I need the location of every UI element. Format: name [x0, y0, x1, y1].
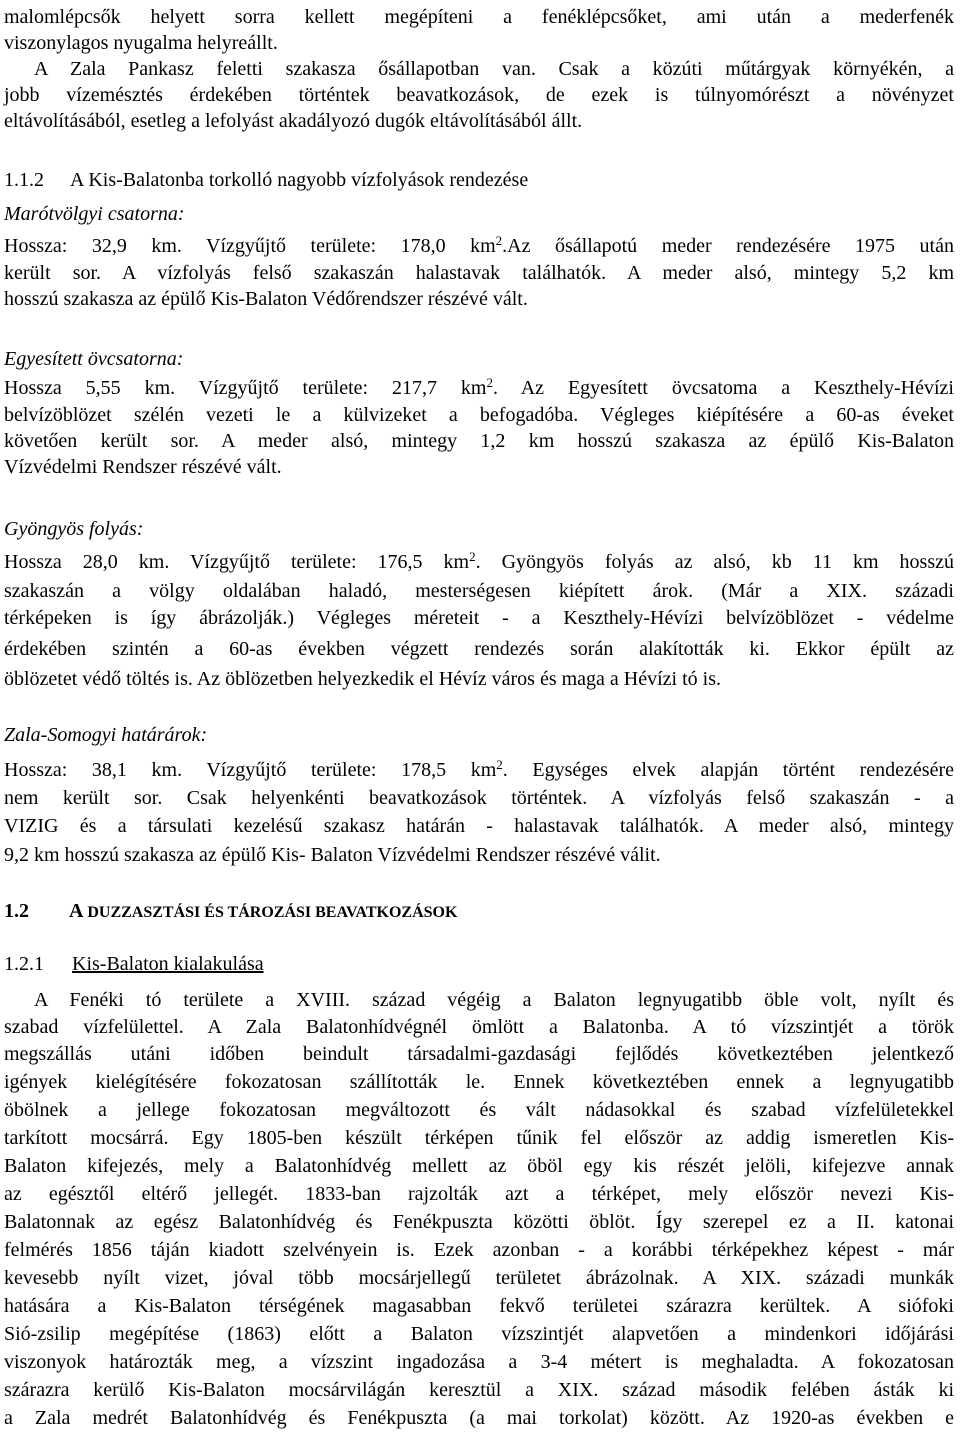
text-line: Vízvédelmi Rendszer részévé vált.: [4, 456, 282, 478]
text-line: A Fenéki tó területe a XVIII. század végéig a Balaton legnyugatibb öble volt, nyílt és: [34, 989, 954, 1011]
text-line: a Zala medrét Balatonhídvég és Fenékpuszta (a mai torkolat) között. Az 1920-as években e: [4, 1407, 954, 1429]
text-line: Balatonnak az egész Balatonhídvég és Fenékpuszta közötti öblöt. Így szerepel ez a II. katonai: [4, 1211, 954, 1233]
text-line: szárazra kerülő Kis-Balaton mocsárvilágán keresztül a XIX. század második felében ásták ki: [4, 1379, 954, 1401]
text-line: A Zala Pankasz feletti szakasza ősállapotban van. Csak a közúti műtárgyak környékén, a: [34, 58, 954, 80]
text-line: VIZIG és a társulati kezelésű szakasz határán - halastavak találhatók. A meder alsó, mintegy: [4, 815, 954, 837]
text-line: igények kielégítésére fokozatosan szállították le. Ennek következtében ennek a legnyugatibb: [4, 1071, 954, 1093]
text-line: szakaszán a völgy oldalában haladó, mesterségesen kiépített árok. (Már a XIX. századi: [4, 580, 954, 602]
text-line: követően került sor. A meder alsó, mintegy 1,2 km hosszú szakasza az épülő Kis-Balaton: [4, 430, 954, 452]
text-line: Hossza 5,55 km. Vízgyűjtő területe: 217,7 $km^2$. Az Egyesített övcsatoma a Keszthely-Hévízi: [4, 375, 954, 399]
subheading-gyongyos: Gyöngyös folyás:: [4, 518, 144, 540]
section-title: A Kis-Balatonba torkolló nagyobb vízfolyások rendezése: [70, 169, 529, 191]
text-line: malomlépcsők helyett sorra kellett megépíteni a fenéklépcsőket, ami után a mederfenék: [4, 6, 954, 28]
subheading-marotvolgyi: Marótvölgyi csatorna:: [4, 203, 185, 225]
text-line: eltávolításából, esetleg a lefolyást akadályozó dugók eltávolításából állt.: [4, 110, 583, 132]
text-line: 9,2 km hosszú szakasza az épülő Kis- Balaton Vízvédelmi Rendszer részévé válit.: [4, 844, 661, 866]
text-line: Sió-zsilip megépítése (1863) előtt a Balaton vízszintjét alapvetően a mindenkori időjárási: [4, 1323, 954, 1345]
text-line: jobb vízemésztés érdekében történtek beavatkozások, de ezek is túlnyomórészt a növényzet: [4, 84, 954, 106]
subheading-zala-somogyi: Zala-Somogyi határárok:: [4, 724, 208, 746]
section-title: Kis-Balaton kialakulása: [72, 953, 264, 975]
text-line: viszonylagos nyugalma helyreállt.: [4, 32, 278, 54]
text-line: került sor. A vízfolyás felső szakaszán halastavak találhatók. A meder alsó, mintegy 5,2 km: [4, 262, 954, 284]
text-line: felmérés 1856 táján kiadott szelvényein is. Ezek azonban - a korábbi térképekhez képest - már: [4, 1239, 954, 1261]
text-line: öbölnek a jellege fokozatosan megváltozott és vált nádasokkal és szabad vízfelületekkel: [4, 1099, 954, 1121]
text-line: kevesebb nyílt vizet, jóval több mocsárjellegű területet ábrázolnak. A XIX. századi munkák: [4, 1267, 954, 1289]
text-line: viszonyok határozták meg, a vízszint ingadozása a 3-4 métert is meghaladta. A fokozatosan: [4, 1351, 954, 1373]
text-line: belvízöblözet szélén vezeti le a külvizeket a befogadóba. Végleges kiépítésére a 60-as éveket: [4, 404, 954, 426]
subheading-egyesitett: Egyesített övcsatorna:: [4, 348, 184, 370]
section-number: 1.2: [4, 900, 29, 922]
text-line: megszállás utáni időben beindult társadalmi-gazdasági fejlődés következtében jelentkező: [4, 1043, 954, 1065]
text-line: térképeken is így ábrázolják.) Végleges méreteit - a Keszthely-Hévízi belvízöblözet - védelme: [4, 607, 954, 629]
text-line: Balaton kifejezés, mely a Balatonhídvég mellett az öböl egy kis részét jelöli, kifejezve annak: [4, 1155, 954, 1177]
text-line: hatására a Kis-Balaton térségének magasabban fekvő területei szárazra kerültek. A siófoki: [4, 1295, 954, 1317]
text-line: szabad vízfelülettel. A Zala Balatonhídvégnél ömlött a Balatonba. A tó vízszintjét a török: [4, 1016, 954, 1038]
text-line: Hossza: 38,1 km. Vízgyűjtő területe: 178,5 $km^2$. Egységes elvek alapján történt rendezésére: [4, 757, 954, 781]
section-heading-1-2-1: [4, 951, 954, 977]
section-heading-1-1-2: [4, 167, 954, 193]
section-number: 1.2.1: [4, 953, 44, 975]
text-line: nem került sor. Csak helyenkénti beavatkozások történtek. A vízfolyás felső szakaszán - a: [4, 787, 954, 809]
text-line: hosszú szakasza az épülő Kis-Balaton Védőrendszer részévé vált.: [4, 288, 528, 310]
section-heading-1-2: 1.2 A DUZZASZTÁSI ÉS TÁROZÁSI BEAVATKOZÁSOK: [4, 900, 458, 922]
section-number: 1.1.2: [4, 169, 44, 191]
text-line: érdekében szintén a 60-as években végzett rendezés során alakították ki. Ekkor épült az: [4, 638, 954, 660]
text-line: Hossza 28,0 km. Vízgyűjtő területe: 176,5 $km^2$. Gyöngyös folyás az alsó, kb 11 km hosszú: [4, 549, 954, 573]
text-line: tarkított mocsárrá. Egy 1805-ben készült térképen tűnik fel először az addig ismeretlen Kis-: [4, 1127, 954, 1149]
text-line: öblözetet védő töltés is. Az öblözetben helyezkedik el Hévíz város és maga a Hévízi tó is.: [4, 668, 721, 690]
text-line: az egésztől eltérő jellegét. 1833-ban rajzolták azt a térképet, mely először nevezi Kis-: [4, 1183, 954, 1205]
text-line: Hossza: 32,9 km. Vízgyűjtő területe: 178,0 $km^2.Az$ ősállapotú meder rendezésére 1975 után: [4, 233, 954, 257]
section-title: DUZZASZTÁSI ÉS TÁROZÁSI BEAVATKOZÁSOK: [87, 904, 458, 921]
